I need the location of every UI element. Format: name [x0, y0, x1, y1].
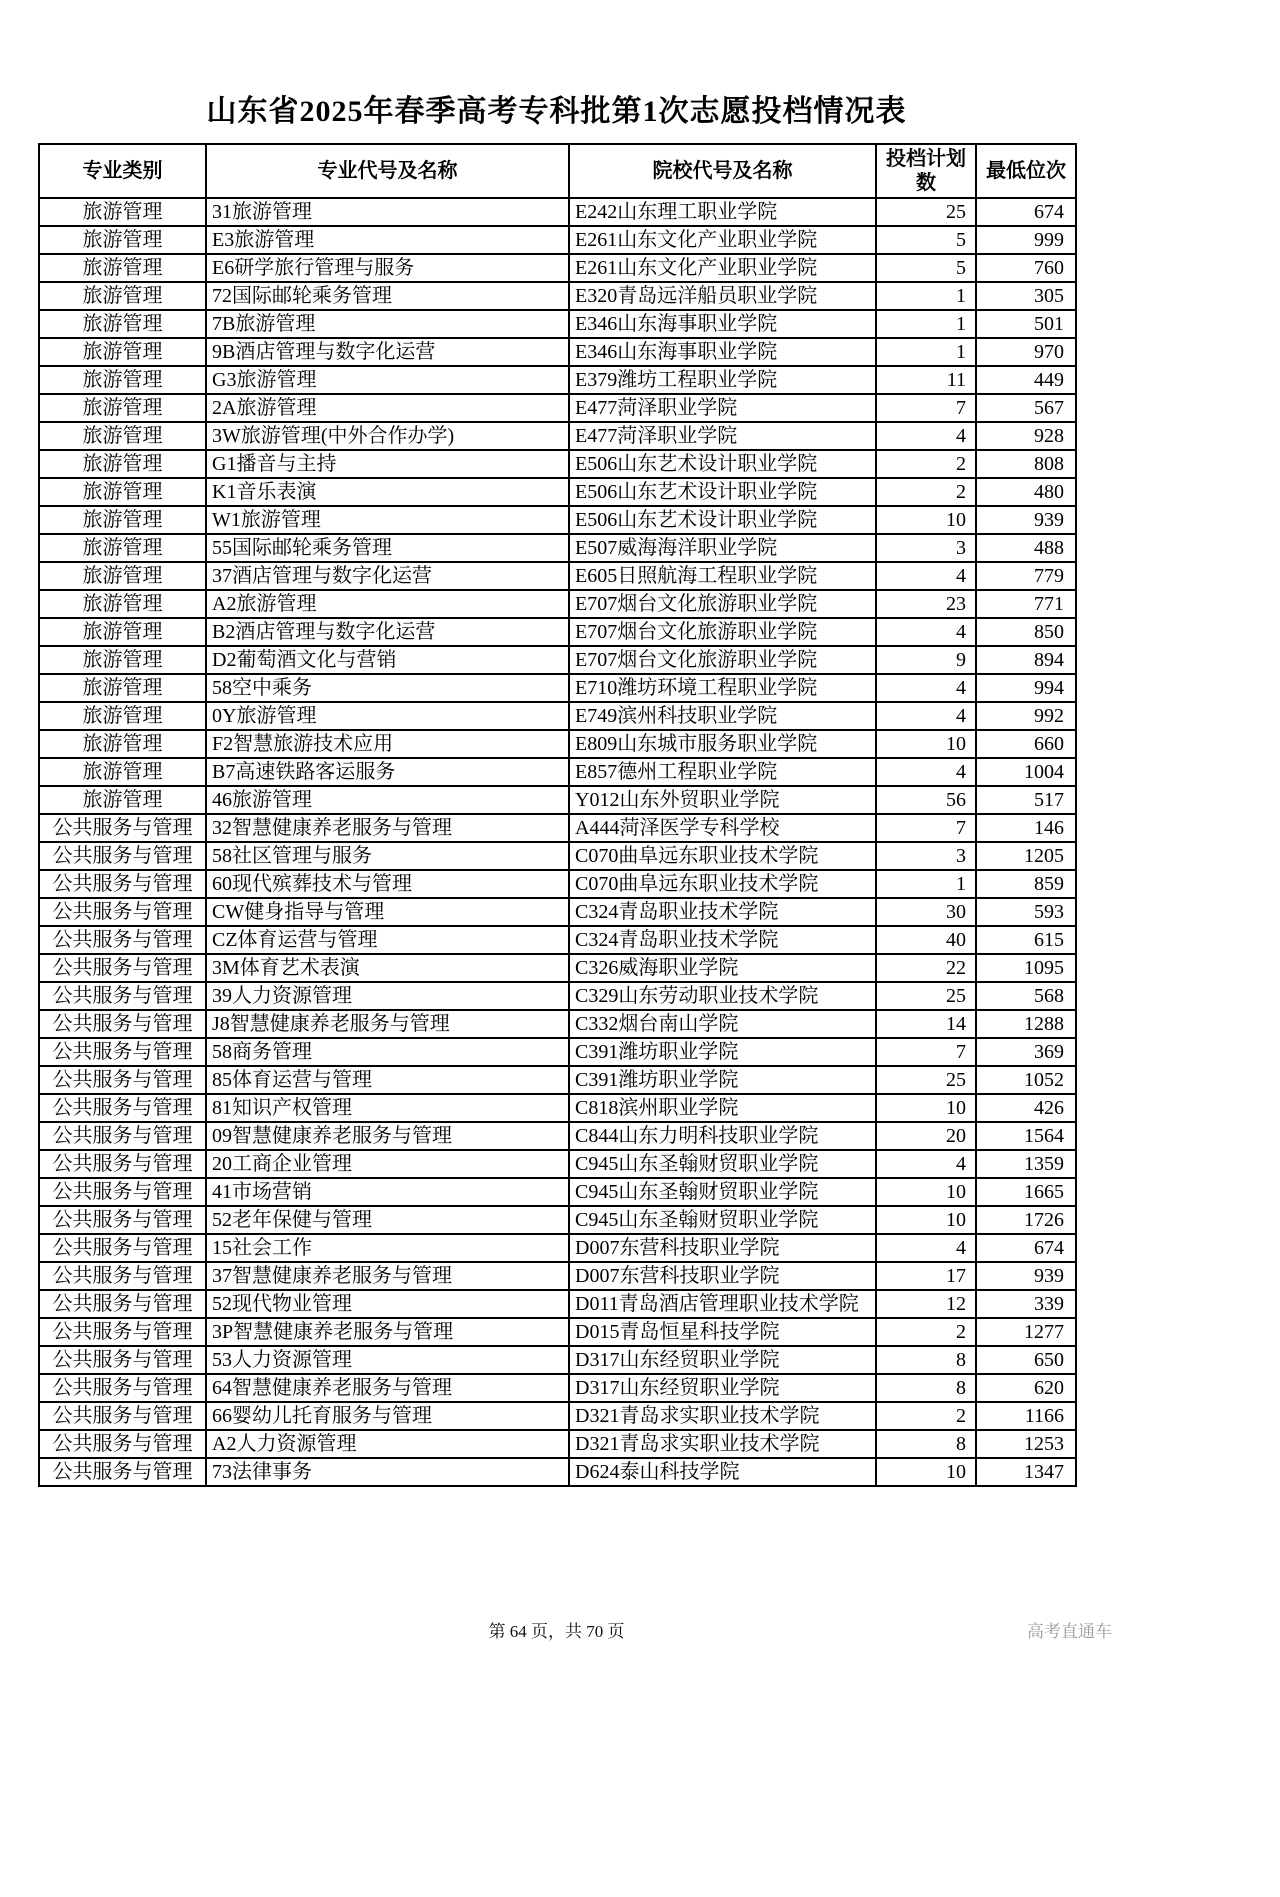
- cell-college-code-name: E605日照航海工程职业学院: [569, 562, 876, 590]
- cell-plan-count: 2: [876, 450, 976, 478]
- cell-major-code-name: K1音乐表演: [206, 478, 569, 506]
- cell-min-rank: 369: [976, 1038, 1076, 1066]
- cell-major-category: 旅游管理: [39, 338, 206, 366]
- cell-college-code-name: E261山东文化产业职业学院: [569, 254, 876, 282]
- table-row: [39, 1178, 1076, 1206]
- table-row: [39, 590, 1076, 618]
- cell-major-code-name: E6研学旅行管理与服务: [206, 254, 569, 282]
- cell-plan-count: 4: [876, 1234, 976, 1262]
- cell-min-rank: 1205: [976, 842, 1076, 870]
- cell-major-category: 公共服务与管理: [39, 926, 206, 954]
- cell-major-category: 旅游管理: [39, 478, 206, 506]
- cell-min-rank: 1277: [976, 1318, 1076, 1346]
- table-row: [39, 1122, 1076, 1150]
- table-row: [39, 646, 1076, 674]
- table-row: [39, 702, 1076, 730]
- cell-min-rank: 449: [976, 366, 1076, 394]
- table-row: [39, 1402, 1076, 1430]
- cell-major-code-name: 41市场营销: [206, 1178, 569, 1206]
- table-body: [39, 198, 1076, 1486]
- cell-major-category: 公共服务与管理: [39, 1374, 206, 1402]
- cell-major-category: 公共服务与管理: [39, 1318, 206, 1346]
- cell-college-code-name: C070曲阜远东职业技术学院: [569, 870, 876, 898]
- cell-major-code-name: CW健身指导与管理: [206, 898, 569, 926]
- cell-college-code-name: E710潍坊环境工程职业学院: [569, 674, 876, 702]
- table-row: [39, 926, 1076, 954]
- cell-college-code-name: D015青岛恒星科技学院: [569, 1318, 876, 1346]
- cell-major-category: 公共服务与管理: [39, 1122, 206, 1150]
- table-row: [39, 310, 1076, 338]
- table-row: [39, 1206, 1076, 1234]
- cell-plan-count: 10: [876, 506, 976, 534]
- cell-min-rank: 674: [976, 198, 1076, 226]
- table-row: [39, 814, 1076, 842]
- cell-major-code-name: G1播音与主持: [206, 450, 569, 478]
- cell-min-rank: 859: [976, 870, 1076, 898]
- cell-min-rank: 480: [976, 478, 1076, 506]
- cell-min-rank: 1288: [976, 1010, 1076, 1038]
- cell-plan-count: 23: [876, 590, 976, 618]
- cell-college-code-name: C945山东圣翰财贸职业学院: [569, 1206, 876, 1234]
- cell-plan-count: 8: [876, 1430, 976, 1458]
- cell-major-code-name: 31旅游管理: [206, 198, 569, 226]
- cell-major-category: 公共服务与管理: [39, 1234, 206, 1262]
- table-row: [39, 1346, 1076, 1374]
- cell-major-code-name: 58商务管理: [206, 1038, 569, 1066]
- table-row: [39, 338, 1076, 366]
- table-row: [39, 534, 1076, 562]
- table-row: [39, 394, 1076, 422]
- cell-min-rank: 992: [976, 702, 1076, 730]
- cell-college-code-name: E507威海海洋职业学院: [569, 534, 876, 562]
- cell-major-code-name: 55国际邮轮乘务管理: [206, 534, 569, 562]
- cell-min-rank: 567: [976, 394, 1076, 422]
- cell-plan-count: 2: [876, 1402, 976, 1430]
- cell-min-rank: 1347: [976, 1458, 1076, 1486]
- cell-major-category: 公共服务与管理: [39, 1066, 206, 1094]
- cell-major-category: 旅游管理: [39, 310, 206, 338]
- cell-college-code-name: E477菏泽职业学院: [569, 394, 876, 422]
- cell-major-code-name: 0Y旅游管理: [206, 702, 569, 730]
- cell-major-category: 旅游管理: [39, 730, 206, 758]
- cell-college-code-name: E379潍坊工程职业学院: [569, 366, 876, 394]
- table-row: [39, 786, 1076, 814]
- cell-college-code-name: D317山东经贸职业学院: [569, 1374, 876, 1402]
- cell-plan-count: 56: [876, 786, 976, 814]
- cell-major-code-name: 20工商企业管理: [206, 1150, 569, 1178]
- cell-plan-count: 4: [876, 618, 976, 646]
- cell-major-category: 公共服务与管理: [39, 982, 206, 1010]
- cell-college-code-name: C332烟台南山学院: [569, 1010, 876, 1038]
- table-row: [39, 758, 1076, 786]
- cell-plan-count: 40: [876, 926, 976, 954]
- cell-college-code-name: C070曲阜远东职业技术学院: [569, 842, 876, 870]
- cell-min-rank: 660: [976, 730, 1076, 758]
- cell-college-code-name: C329山东劳动职业技术学院: [569, 982, 876, 1010]
- table-row: [39, 422, 1076, 450]
- cell-min-rank: 488: [976, 534, 1076, 562]
- cell-major-category: 旅游管理: [39, 646, 206, 674]
- cell-college-code-name: E346山东海事职业学院: [569, 338, 876, 366]
- cell-college-code-name: D007东营科技职业学院: [569, 1262, 876, 1290]
- cell-major-category: 公共服务与管理: [39, 954, 206, 982]
- cell-major-category: 公共服务与管理: [39, 1150, 206, 1178]
- cell-college-code-name: D007东营科技职业学院: [569, 1234, 876, 1262]
- cell-major-code-name: 37智慧健康养老服务与管理: [206, 1262, 569, 1290]
- cell-plan-count: 2: [876, 1318, 976, 1346]
- cell-major-category: 公共服务与管理: [39, 1038, 206, 1066]
- cell-major-category: 旅游管理: [39, 226, 206, 254]
- cell-major-code-name: 7B旅游管理: [206, 310, 569, 338]
- cell-major-category: 公共服务与管理: [39, 870, 206, 898]
- cell-major-category: 旅游管理: [39, 366, 206, 394]
- cell-college-code-name: D317山东经贸职业学院: [569, 1346, 876, 1374]
- cell-major-code-name: 60现代殡葬技术与管理: [206, 870, 569, 898]
- cell-min-rank: 501: [976, 310, 1076, 338]
- cell-college-code-name: E707烟台文化旅游职业学院: [569, 618, 876, 646]
- cell-major-category: 旅游管理: [39, 562, 206, 590]
- cell-plan-count: 10: [876, 1178, 976, 1206]
- cell-plan-count: 10: [876, 1206, 976, 1234]
- cell-min-rank: 1564: [976, 1122, 1076, 1150]
- cell-major-code-name: B2酒店管理与数字化运营: [206, 618, 569, 646]
- cell-min-rank: 970: [976, 338, 1076, 366]
- cell-plan-count: 22: [876, 954, 976, 982]
- cell-major-category: 旅游管理: [39, 422, 206, 450]
- cell-major-category: 旅游管理: [39, 394, 206, 422]
- cell-min-rank: 426: [976, 1094, 1076, 1122]
- cell-college-code-name: E857德州工程职业学院: [569, 758, 876, 786]
- cell-plan-count: 4: [876, 674, 976, 702]
- cell-plan-count: 14: [876, 1010, 976, 1038]
- cell-major-category: 公共服务与管理: [39, 842, 206, 870]
- admission-table: [38, 143, 1077, 1487]
- cell-major-category: 旅游管理: [39, 254, 206, 282]
- header-row: [39, 144, 1076, 198]
- cell-min-rank: 615: [976, 926, 1076, 954]
- cell-plan-count: 3: [876, 534, 976, 562]
- cell-plan-count: 5: [876, 226, 976, 254]
- cell-major-code-name: 3M体育艺术表演: [206, 954, 569, 982]
- cell-plan-count: 7: [876, 394, 976, 422]
- page-number: 第 64 页，共 70 页: [488, 1622, 625, 1641]
- cell-major-code-name: 73法律事务: [206, 1458, 569, 1486]
- cell-min-rank: 674: [976, 1234, 1076, 1262]
- cell-college-code-name: E242山东理工职业学院: [569, 198, 876, 226]
- table-row: [39, 1458, 1076, 1486]
- cell-major-code-name: W1旅游管理: [206, 506, 569, 534]
- cell-college-code-name: C391潍坊职业学院: [569, 1038, 876, 1066]
- cell-major-category: 旅游管理: [39, 786, 206, 814]
- cell-min-rank: 339: [976, 1290, 1076, 1318]
- cell-major-category: 公共服务与管理: [39, 1430, 206, 1458]
- cell-min-rank: 779: [976, 562, 1076, 590]
- cell-plan-count: 12: [876, 1290, 976, 1318]
- cell-plan-count: 1: [876, 282, 976, 310]
- cell-min-rank: 808: [976, 450, 1076, 478]
- table-row: [39, 1010, 1076, 1038]
- cell-major-code-name: 3P智慧健康养老服务与管理: [206, 1318, 569, 1346]
- table-row: [39, 282, 1076, 310]
- header-min-rank: 最低位次: [976, 144, 1076, 198]
- cell-college-code-name: D321青岛求实职业技术学院: [569, 1430, 876, 1458]
- cell-major-code-name: 46旅游管理: [206, 786, 569, 814]
- cell-college-code-name: C818滨州职业学院: [569, 1094, 876, 1122]
- cell-major-code-name: 66婴幼儿托育服务与管理: [206, 1402, 569, 1430]
- cell-college-code-name: E506山东艺术设计职业学院: [569, 478, 876, 506]
- cell-major-code-name: 64智慧健康养老服务与管理: [206, 1374, 569, 1402]
- header-plan-count: 投档计划数: [876, 144, 976, 198]
- cell-college-code-name: E320青岛远洋船员职业学院: [569, 282, 876, 310]
- cell-major-code-name: 58空中乘务: [206, 674, 569, 702]
- cell-college-code-name: C945山东圣翰财贸职业学院: [569, 1178, 876, 1206]
- cell-major-category: 公共服务与管理: [39, 1178, 206, 1206]
- table-row: [39, 562, 1076, 590]
- cell-min-rank: 593: [976, 898, 1076, 926]
- cell-plan-count: 10: [876, 730, 976, 758]
- cell-college-code-name: A444菏泽医学专科学校: [569, 814, 876, 842]
- cell-min-rank: 1253: [976, 1430, 1076, 1458]
- cell-plan-count: 4: [876, 1150, 976, 1178]
- cell-major-category: 公共服务与管理: [39, 814, 206, 842]
- cell-min-rank: 650: [976, 1346, 1076, 1374]
- cell-major-category: 旅游管理: [39, 534, 206, 562]
- cell-major-category: 旅游管理: [39, 702, 206, 730]
- cell-plan-count: 1: [876, 338, 976, 366]
- cell-min-rank: 1359: [976, 1150, 1076, 1178]
- table-row: [39, 450, 1076, 478]
- cell-college-code-name: E506山东艺术设计职业学院: [569, 450, 876, 478]
- cell-college-code-name: E707烟台文化旅游职业学院: [569, 646, 876, 674]
- cell-major-category: 公共服务与管理: [39, 1346, 206, 1374]
- table-row: [39, 870, 1076, 898]
- cell-college-code-name: E707烟台文化旅游职业学院: [569, 590, 876, 618]
- cell-plan-count: 4: [876, 422, 976, 450]
- cell-plan-count: 1: [876, 870, 976, 898]
- table-row: [39, 366, 1076, 394]
- table-row: [39, 674, 1076, 702]
- cell-min-rank: 894: [976, 646, 1076, 674]
- table-row: [39, 1066, 1076, 1094]
- table-row: [39, 898, 1076, 926]
- cell-min-rank: 568: [976, 982, 1076, 1010]
- cell-college-code-name: E506山东艺术设计职业学院: [569, 506, 876, 534]
- cell-major-category: 公共服务与管理: [39, 898, 206, 926]
- cell-major-code-name: A2旅游管理: [206, 590, 569, 618]
- cell-college-code-name: E749滨州科技职业学院: [569, 702, 876, 730]
- cell-min-rank: 1665: [976, 1178, 1076, 1206]
- cell-min-rank: 928: [976, 422, 1076, 450]
- table-row: [39, 254, 1076, 282]
- cell-college-code-name: D624泰山科技学院: [569, 1458, 876, 1486]
- cell-plan-count: 2: [876, 478, 976, 506]
- cell-major-category: 公共服务与管理: [39, 1206, 206, 1234]
- cell-major-category: 旅游管理: [39, 450, 206, 478]
- table-row: [39, 1262, 1076, 1290]
- cell-major-category: 公共服务与管理: [39, 1094, 206, 1122]
- cell-college-code-name: E477菏泽职业学院: [569, 422, 876, 450]
- cell-plan-count: 4: [876, 562, 976, 590]
- cell-major-code-name: 9B酒店管理与数字化运营: [206, 338, 569, 366]
- table-row: [39, 1318, 1076, 1346]
- cell-plan-count: 25: [876, 982, 976, 1010]
- table-row: [39, 1290, 1076, 1318]
- table-header: [39, 144, 1076, 198]
- table-row: [39, 506, 1076, 534]
- cell-college-code-name: C844山东力明科技职业学院: [569, 1122, 876, 1150]
- cell-plan-count: 25: [876, 198, 976, 226]
- cell-min-rank: 939: [976, 1262, 1076, 1290]
- cell-major-category: 旅游管理: [39, 198, 206, 226]
- header-major-code-name: 专业代号及名称: [206, 144, 569, 198]
- header-major-category: 专业类别: [39, 144, 206, 198]
- cell-college-code-name: Y012山东外贸职业学院: [569, 786, 876, 814]
- cell-major-code-name: CZ体育运营与管理: [206, 926, 569, 954]
- cell-major-code-name: 32智慧健康养老服务与管理: [206, 814, 569, 842]
- cell-college-code-name: C324青岛职业技术学院: [569, 926, 876, 954]
- cell-college-code-name: C326威海职业学院: [569, 954, 876, 982]
- cell-plan-count: 4: [876, 702, 976, 730]
- cell-major-code-name: 52老年保健与管理: [206, 1206, 569, 1234]
- cell-min-rank: 517: [976, 786, 1076, 814]
- cell-plan-count: 17: [876, 1262, 976, 1290]
- table-row: [39, 730, 1076, 758]
- table-row: [39, 1374, 1076, 1402]
- cell-plan-count: 10: [876, 1458, 976, 1486]
- cell-major-code-name: A2人力资源管理: [206, 1430, 569, 1458]
- cell-major-category: 旅游管理: [39, 758, 206, 786]
- table-row: [39, 1430, 1076, 1458]
- cell-major-code-name: 53人力资源管理: [206, 1346, 569, 1374]
- cell-major-category: 旅游管理: [39, 282, 206, 310]
- table-row: [39, 618, 1076, 646]
- cell-min-rank: 994: [976, 674, 1076, 702]
- cell-college-code-name: D321青岛求实职业技术学院: [569, 1402, 876, 1430]
- cell-major-category: 公共服务与管理: [39, 1262, 206, 1290]
- watermark: 高考直通车: [1027, 1622, 1112, 1641]
- table-row: [39, 1150, 1076, 1178]
- cell-major-category: 公共服务与管理: [39, 1458, 206, 1486]
- cell-major-category: 旅游管理: [39, 506, 206, 534]
- cell-min-rank: 999: [976, 226, 1076, 254]
- cell-plan-count: 10: [876, 1094, 976, 1122]
- cell-major-code-name: 09智慧健康养老服务与管理: [206, 1122, 569, 1150]
- cell-major-category: 旅游管理: [39, 590, 206, 618]
- cell-major-code-name: B7高速铁路客运服务: [206, 758, 569, 786]
- table-row: [39, 842, 1076, 870]
- cell-plan-count: 8: [876, 1374, 976, 1402]
- cell-plan-count: 1: [876, 310, 976, 338]
- cell-college-code-name: E346山东海事职业学院: [569, 310, 876, 338]
- cell-college-code-name: E809山东城市服务职业学院: [569, 730, 876, 758]
- cell-min-rank: 1166: [976, 1402, 1076, 1430]
- cell-major-code-name: F2智慧旅游技术应用: [206, 730, 569, 758]
- cell-plan-count: 25: [876, 1066, 976, 1094]
- cell-major-code-name: 37酒店管理与数字化运营: [206, 562, 569, 590]
- cell-min-rank: 1052: [976, 1066, 1076, 1094]
- page-title: 山东省2025年春季高考专科批第1次志愿投档情况表: [206, 95, 907, 128]
- cell-min-rank: 771: [976, 590, 1076, 618]
- table-row: [39, 1234, 1076, 1262]
- cell-major-code-name: 85体育运营与管理: [206, 1066, 569, 1094]
- cell-college-code-name: E261山东文化产业职业学院: [569, 226, 876, 254]
- cell-plan-count: 11: [876, 366, 976, 394]
- cell-plan-count: 4: [876, 758, 976, 786]
- cell-plan-count: 30: [876, 898, 976, 926]
- cell-major-category: 旅游管理: [39, 674, 206, 702]
- cell-plan-count: 7: [876, 814, 976, 842]
- cell-major-code-name: E3旅游管理: [206, 226, 569, 254]
- cell-min-rank: 620: [976, 1374, 1076, 1402]
- table-row: [39, 982, 1076, 1010]
- table-row: [39, 1038, 1076, 1066]
- cell-major-code-name: 81知识产权管理: [206, 1094, 569, 1122]
- cell-plan-count: 7: [876, 1038, 976, 1066]
- cell-major-category: 旅游管理: [39, 618, 206, 646]
- cell-min-rank: 850: [976, 618, 1076, 646]
- table-row: [39, 226, 1076, 254]
- cell-major-code-name: J8智慧健康养老服务与管理: [206, 1010, 569, 1038]
- cell-major-category: 公共服务与管理: [39, 1010, 206, 1038]
- cell-college-code-name: C324青岛职业技术学院: [569, 898, 876, 926]
- table-row: [39, 478, 1076, 506]
- cell-major-code-name: 39人力资源管理: [206, 982, 569, 1010]
- cell-major-code-name: 2A旅游管理: [206, 394, 569, 422]
- cell-min-rank: 1726: [976, 1206, 1076, 1234]
- cell-college-code-name: D011青岛酒店管理职业技术学院: [569, 1290, 876, 1318]
- table-row: [39, 1094, 1076, 1122]
- cell-major-code-name: 52现代物业管理: [206, 1290, 569, 1318]
- cell-plan-count: 3: [876, 842, 976, 870]
- cell-major-code-name: D2葡萄酒文化与营销: [206, 646, 569, 674]
- cell-plan-count: 5: [876, 254, 976, 282]
- cell-plan-count: 20: [876, 1122, 976, 1150]
- cell-major-code-name: 15社会工作: [206, 1234, 569, 1262]
- table-row: [39, 954, 1076, 982]
- cell-college-code-name: C391潍坊职业学院: [569, 1066, 876, 1094]
- cell-min-rank: 1004: [976, 758, 1076, 786]
- cell-college-code-name: C945山东圣翰财贸职业学院: [569, 1150, 876, 1178]
- cell-min-rank: 305: [976, 282, 1076, 310]
- cell-major-code-name: G3旅游管理: [206, 366, 569, 394]
- cell-major-category: 公共服务与管理: [39, 1290, 206, 1318]
- cell-min-rank: 146: [976, 814, 1076, 842]
- cell-min-rank: 1095: [976, 954, 1076, 982]
- table-row: [39, 198, 1076, 226]
- cell-major-code-name: 72国际邮轮乘务管理: [206, 282, 569, 310]
- document-page: [0, 86, 1280, 1897]
- cell-plan-count: 8: [876, 1346, 976, 1374]
- cell-plan-count: 9: [876, 646, 976, 674]
- cell-min-rank: 939: [976, 506, 1076, 534]
- cell-major-category: 公共服务与管理: [39, 1402, 206, 1430]
- cell-min-rank: 760: [976, 254, 1076, 282]
- header-college-code-name: 院校代号及名称: [569, 144, 876, 198]
- cell-major-code-name: 58社区管理与服务: [206, 842, 569, 870]
- cell-major-code-name: 3W旅游管理(中外合作办学): [206, 422, 569, 450]
